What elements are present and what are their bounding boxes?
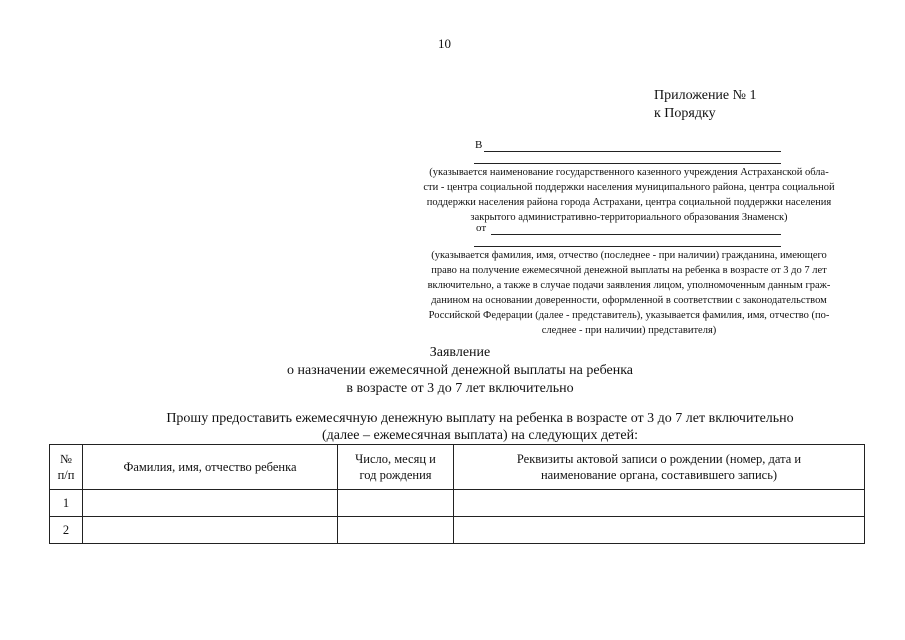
row-number: 1 (50, 490, 83, 517)
birth-record-cell[interactable] (454, 490, 865, 517)
header-birth-date: Число, месяц и год рождения (338, 445, 454, 490)
appendix-heading (654, 87, 757, 123)
applicant-note: (указывается фамилия, имя, отчество (последнее - при наличии) гражданина, имеющего право на получение ежемесячной денежной выплаты на ребенка в возрасте от 3 до 7 лет включительно, а также в случае подачи заявления лицом, уполномоченным данным граж- данином на основании доверенности, оформленной в соответствии с законодательством Российской Федерации (далее - представитель), указывается фамилия, имя, отчество (по- следнее - при наличии) представителя) (427, 250, 831, 336)
row-number: 2 (50, 517, 83, 544)
header-birth-record: Реквизиты актовой записи о рождении (номер, дата и наименование органа, составившего запись) (454, 445, 865, 490)
applicant-line-1[interactable] (491, 234, 781, 235)
applicant-line-2[interactable] (474, 246, 781, 247)
birth-date-cell[interactable] (338, 517, 454, 544)
birth-record-cell[interactable] (454, 517, 865, 544)
to-label: В (475, 139, 483, 151)
child-name-cell[interactable] (83, 490, 338, 517)
page-number: 10 (438, 36, 451, 51)
table-row (50, 517, 865, 544)
recipient-line-1[interactable] (484, 151, 781, 152)
children-table (49, 444, 865, 544)
request-text: Прошу предоставить ежемесячную денежную выплату на ребенка в возрасте от 3 до 7 лет включительно (далее – ежемесячная выплата) на следующих детей: (166, 411, 794, 443)
header-child-name: Фамилия, имя, отчество ребенка (83, 445, 338, 490)
birth-date-cell[interactable] (338, 490, 454, 517)
recipient-line-2[interactable] (474, 163, 781, 164)
institution-note: (указывается наименование государственного казенного учреждения Астраханской обла- сти - центра социальной поддержки населения муниципального района, центра социальной поддержки населения района города Астрахани, центра социальной поддержки населения закрытого административно-территориального образования Знаменск) (423, 167, 835, 223)
table-header-row (50, 445, 865, 490)
document-title: Заявление о назначении ежемесячной денежной выплаты на ребенка в возрасте от 3 до 7 лет включительно (286, 345, 634, 396)
appendix-line-2: к Порядку (654, 106, 716, 121)
header-number: № п/п (50, 445, 83, 490)
from-label: от (476, 222, 487, 234)
child-name-cell[interactable] (83, 517, 338, 544)
appendix-line-1: Приложение № 1 (654, 88, 757, 103)
table-row (50, 490, 865, 517)
